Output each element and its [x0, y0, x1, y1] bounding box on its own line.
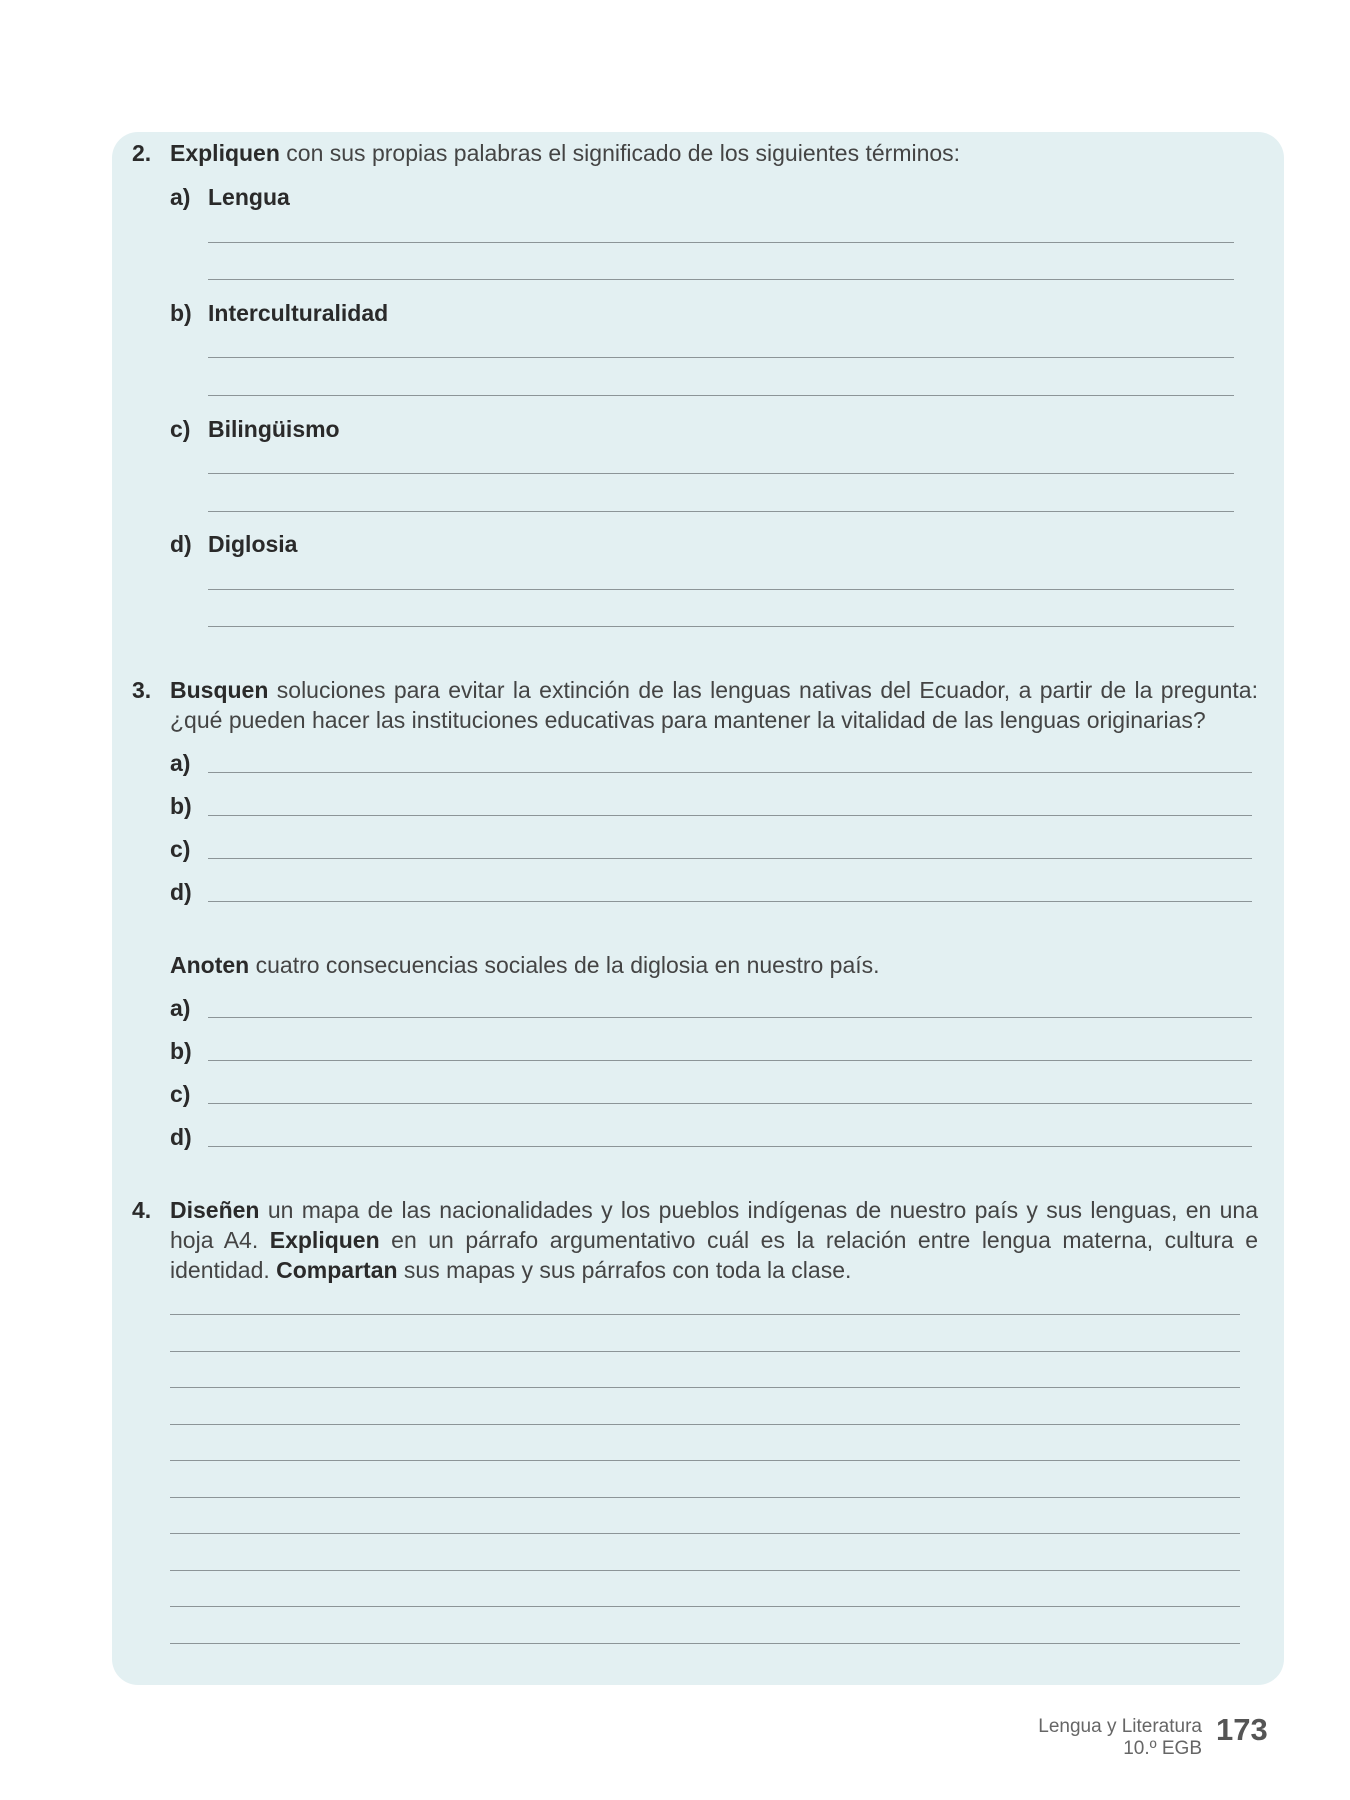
- q2-term-diglosia: Diglosia: [208, 531, 298, 557]
- answer-line[interactable]: [208, 901, 1252, 902]
- q2-item-b-label: b): [170, 300, 192, 326]
- q3-item-a-label: a): [170, 750, 191, 776]
- q3-sub-item-c-label: c): [170, 1081, 191, 1107]
- activity-panel: [112, 132, 1284, 1685]
- answer-line[interactable]: [208, 626, 1234, 627]
- q3-sub-item-d-label: d): [170, 1124, 192, 1150]
- writing-line[interactable]: [170, 1424, 1240, 1425]
- question-4-prompt: Diseñen un mapa de las nacionalidades y los pueblos indígenas de nuestro país y sus lenguas, en una hoja A4. Expliquen en un párrafo argumentativo cuál es la relación entre lengua materna, cultura e identidad. Compartan sus mapas y sus párrafos con toda la clase.: [170, 1197, 1258, 1283]
- writing-line[interactable]: [170, 1643, 1240, 1644]
- answer-line[interactable]: [208, 1060, 1252, 1061]
- answer-line[interactable]: [208, 815, 1252, 816]
- answer-line[interactable]: [208, 395, 1234, 396]
- writing-line[interactable]: [170, 1606, 1240, 1607]
- answer-line[interactable]: [208, 279, 1234, 280]
- q3-item-b-label: b): [170, 793, 192, 819]
- question-3-prompt: Busquen soluciones para evitar la extinción de las lenguas nativas del Ecuador, a partir de la pregunta: ¿qué pueden hacer las instituciones educativas para mantener la vitalidad de las lenguas originarias?: [170, 677, 1258, 733]
- q3-item-d-label: d): [170, 879, 192, 905]
- writing-line[interactable]: [170, 1351, 1240, 1352]
- answer-line[interactable]: [208, 242, 1234, 243]
- q2-item-a-label: a): [170, 184, 191, 210]
- q2-item-d-label: d): [170, 531, 192, 557]
- writing-line[interactable]: [170, 1460, 1240, 1461]
- q3-sub-item-b-label: b): [170, 1038, 192, 1064]
- question-2-number: 2.: [132, 140, 152, 166]
- answer-line[interactable]: [208, 1103, 1252, 1104]
- question-3-subprompt: Anoten cuatro consecuencias sociales de la diglosia en nuestro país.: [170, 952, 880, 978]
- question-2-prompt: Expliquen con sus propias palabras el significado de los siguientes términos:: [170, 140, 961, 166]
- q2-term-interculturalidad: Interculturalidad: [208, 300, 389, 326]
- answer-line[interactable]: [208, 473, 1234, 474]
- writing-line[interactable]: [170, 1570, 1240, 1571]
- q2-term-bilinguismo: Bilingüismo: [208, 416, 340, 442]
- writing-line[interactable]: [170, 1497, 1240, 1498]
- writing-line[interactable]: [170, 1533, 1240, 1534]
- answer-line[interactable]: [208, 357, 1234, 358]
- answer-line[interactable]: [208, 589, 1234, 590]
- q3-sub-item-a-label: a): [170, 995, 191, 1021]
- footer-grade: 10.º EGB: [1123, 1738, 1202, 1759]
- q2-term-lengua: Lengua: [208, 184, 290, 210]
- question-3-number: 3.: [132, 677, 152, 703]
- answer-line[interactable]: [208, 772, 1252, 773]
- footer-subject: Lengua y Literatura: [1038, 1716, 1202, 1737]
- answer-line[interactable]: [208, 511, 1234, 512]
- answer-line[interactable]: [208, 1017, 1252, 1018]
- q2-item-c-label: c): [170, 416, 191, 442]
- q3-item-c-label: c): [170, 836, 191, 862]
- page-number: 173: [1216, 1712, 1268, 1747]
- writing-line[interactable]: [170, 1314, 1240, 1315]
- writing-line[interactable]: [170, 1387, 1240, 1388]
- question-4-number: 4.: [132, 1197, 152, 1223]
- answer-line[interactable]: [208, 858, 1252, 859]
- answer-line[interactable]: [208, 1146, 1252, 1147]
